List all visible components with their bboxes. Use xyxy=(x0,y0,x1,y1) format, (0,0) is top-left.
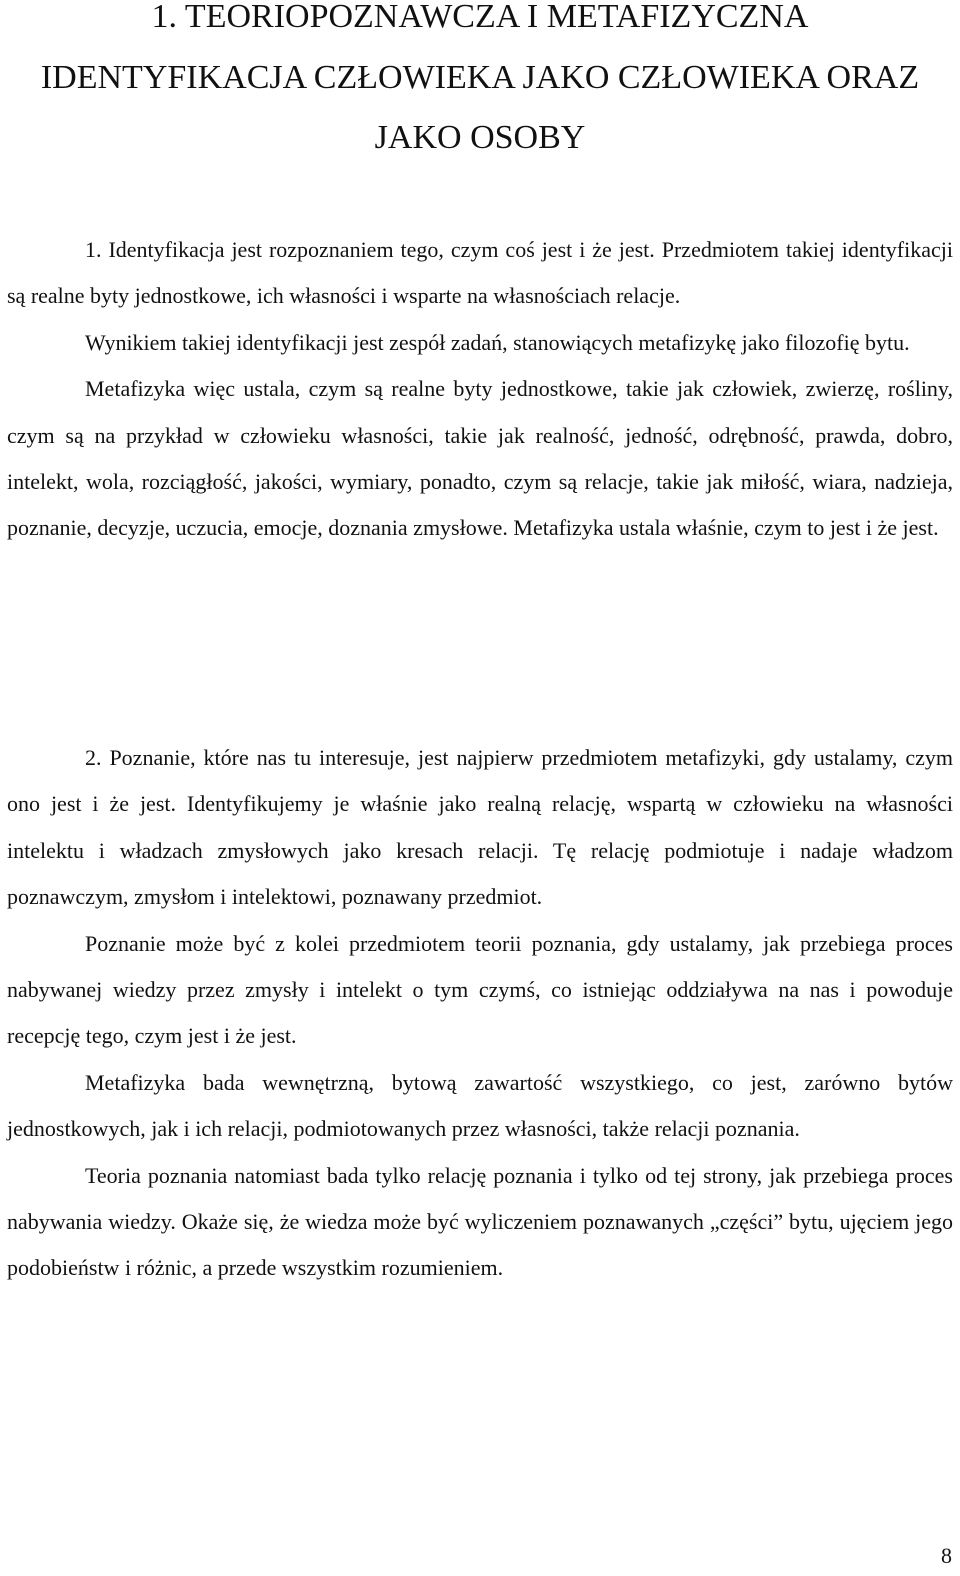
paragraph-result: Wynikiem takiej identyfikacji jest zespół zadań, stanowiących metafizykę jako filozofię bytu. xyxy=(85,329,910,355)
paragraph-theory-studies: Teoria poznania natomiast bada tylko relację poznania i tylko od tej strony, jak przebiega proces nabywania wiedzy. Okaże się, że wiedza może być wyliczeniem poznawanych „części” bytu, ujęciem jego podobieństw i różnic, a przede wszystkim rozumieniem. xyxy=(7,1162,953,1281)
section-2-body xyxy=(7,735,953,1292)
page-number: 8 xyxy=(941,1543,952,1568)
chapter-title-line-2: IDENTYFIKACJA CZŁOWIEKA JAKO CZŁOWIEKA ORAZ xyxy=(40,59,920,96)
paragraph-metaphysics-studies: Metafizyka bada wewnętrzną, bytową zawartość wszystkiego, co jest, zarówno bytów jednostkowych, jak i ich relacji, podmiotowanych przez własności, także relacji poznania. xyxy=(7,1069,953,1142)
chapter-title-line-3: JAKO OSOBY xyxy=(374,119,586,156)
paragraph-cognition: 2. Poznanie, które nas tu interesuje, jest najpierw przedmiotem metafizyki, gdy ustalamy, czym ono jest i że jest. Identyfikujemy je właśnie jako realną relację, wspartą w człowieku na własności intelektu i władzach zmysłowych jako kresach relacji. Tę relację podmiotuje i nadaje władzom poznawczym, zmysłom i intelektowi, poznawany przedmiot. xyxy=(7,745,953,910)
paragraph-metaphysics-establishes: Metafizyka więc ustala, czym są realne byty jednostkowe, takie jak człowiek, zwierzę, rośliny, czym są na przykład w człowieku własności, takie jak realność, jedność, odrębność, prawda, dobro, intelekt, wola, rozciągłość, jakości, wymiary, ponadto, czym są relacje, takie jak miłość, wiara, nadzieja, poznanie, decyzje, uczucia, emocje, doznania zmysłowe. Metafizyka ustala właśnie, czym to jest i że jest. xyxy=(7,376,953,541)
paragraph-theory-of-knowledge: Poznanie może być z kolei przedmiotem teorii poznania, gdy ustalamy, jak przebiega proces nabywanej wiedzy przez zmysły i intelekt o tym czymś, co istniejąc oddziaływa na nas i powoduje recepcję tego, czym jest i że jest. xyxy=(7,930,953,1049)
paragraph-identification: 1. Identyfikacja jest rozpoznaniem tego, czym coś jest i że jest. Przedmiotem takiej identyfikacji są realne byty jednostkowe, ich własności i wsparte na własnościach relacje. xyxy=(7,237,953,309)
section-1-body xyxy=(7,227,953,552)
chapter-title-line-1: 1. TEORIOPOZNAWCZA I METAFIZYCZNA xyxy=(151,0,809,35)
